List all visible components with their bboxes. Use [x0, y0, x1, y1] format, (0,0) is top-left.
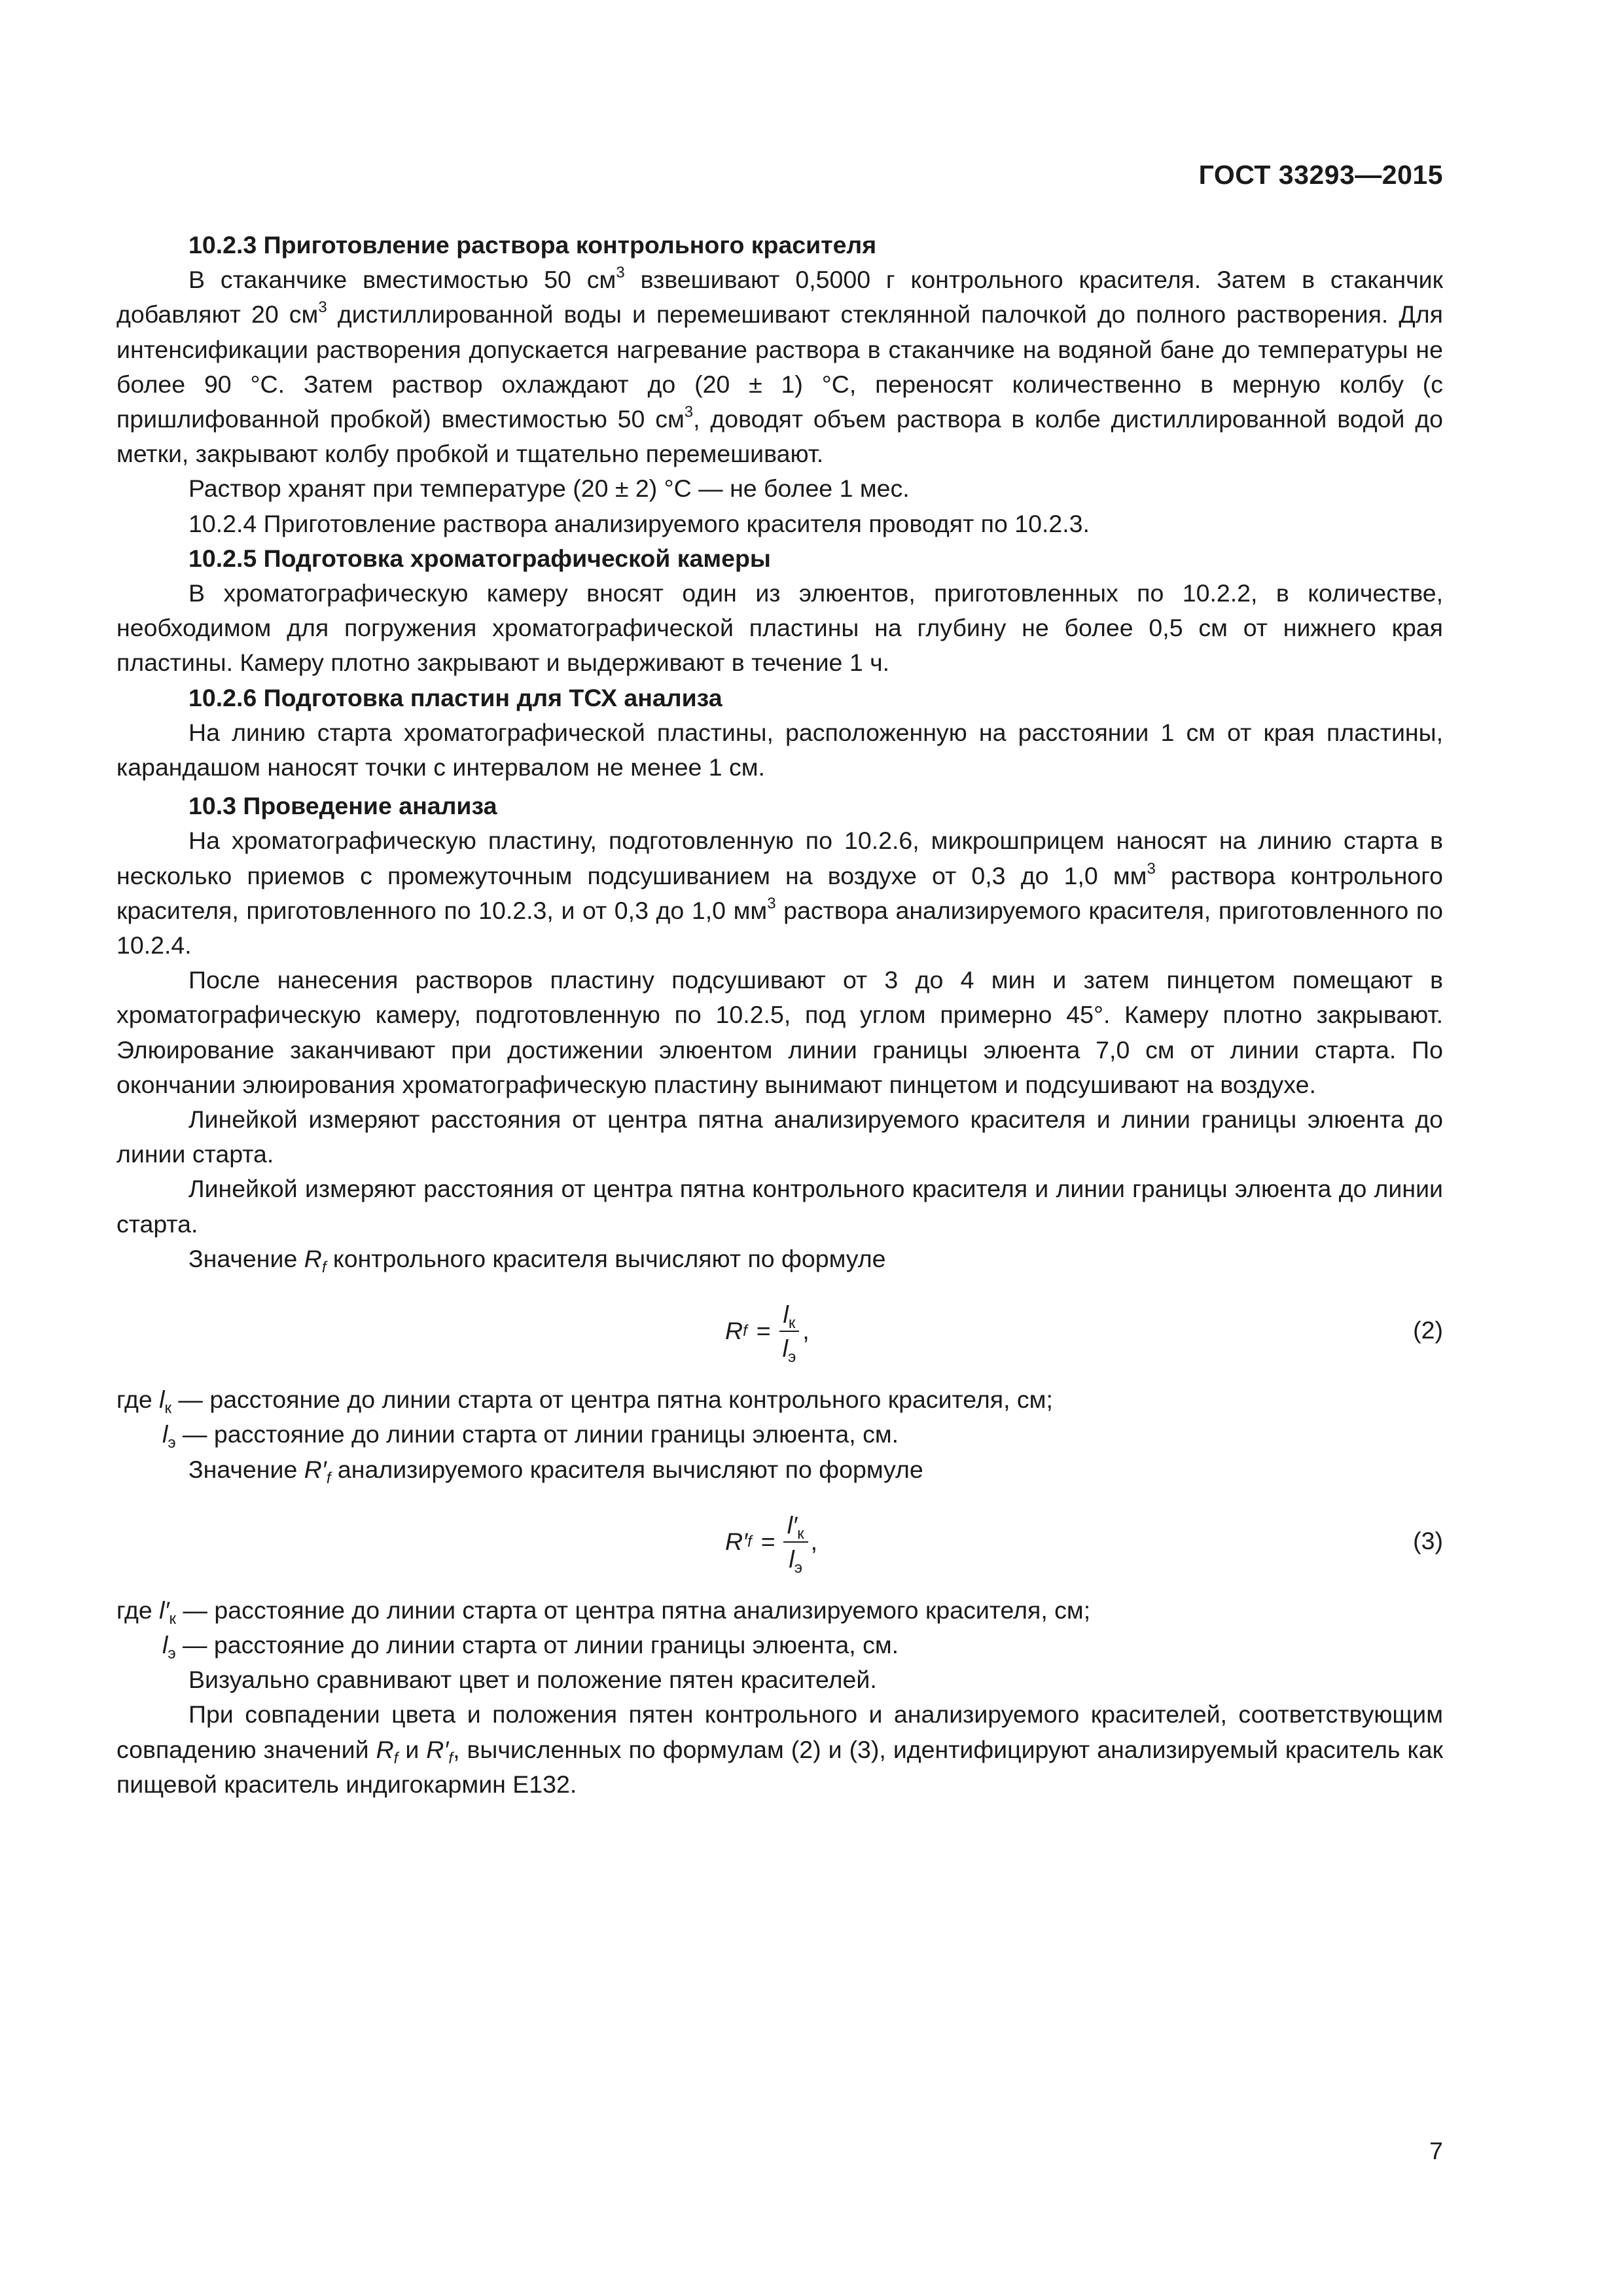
formula-3 [116, 1498, 1443, 1587]
paragraph: Значение $R'_f$ анализируемого красителя вычисляют по формуле [188, 1455, 923, 1487]
section-heading-10-3: 10.3 Проведение анализа [188, 792, 497, 820]
formula-expression: R f = $l_к$ $l_э$ , [725, 1289, 810, 1373]
formula-legend-item: где $l'_к$ — расстояние до линии старта от центра пятна анализируемого красителя, см; [116, 1596, 1091, 1628]
fraction: $l_к$ $l_э$ [779, 1298, 800, 1365]
fraction: $l'_к$ $l_э$ [783, 1509, 808, 1575]
formula-legend-item: $l_э$ — расстояние до линии старта от линии границы элюента, см. [162, 1420, 899, 1452]
section-heading-10-2-5: 10.2.5 Подготовка хроматографической камеры [188, 544, 771, 572]
paragraph-10-2-4: 10.2.4 Приготовление раствора анализируемого красителя проводят по 10.2.3. [188, 509, 1090, 537]
formula-number: (2) [1413, 1316, 1443, 1344]
paragraph: Значение $R_f$ контрольного красителя вычисляют по формуле [188, 1244, 886, 1276]
paragraph: После нанесения растворов пластину подсушивают от 3 до 4 мин и затем пинцетом помещают в хроматографическую камеру, подготовленную по 10.2.5, под углом примерно 45°. Камеру плотно закрывают. Элюирование заканчивают при достижении элюентом линии границы элюента 7,0 см от линии старта. По окончании элюирования хроматографическую пластину вынимают пинцетом и подсушивают на воздухе. [116, 966, 1443, 1098]
document-id: ГОСТ 33293—2015 [1198, 160, 1443, 190]
paragraph: Линейкой измеряют расстояния от центра пятна контрольного красителя и линии границы элюента до линии старта. [116, 1175, 1443, 1238]
paragraph: При совпадении цвета и положения пятен контрольного и анализируемого красителей, соответствующим совпадению значений $R_f$ и $R'_f$, вычисленных по формулам (2) и (3), идентифицируют анализируемый краситель как пищевой краситель индигокармин Е132. [116, 1700, 1443, 1798]
formula-legend-item: $l_э$ — расстояние до линии старта от линии границы элюента, см. [162, 1630, 899, 1662]
formula-2 [116, 1287, 1443, 1376]
section-heading-10-2-3: 10.2.3 Приготовление раствора контрольного красителя [188, 231, 877, 259]
paragraph: Визуально сравнивают цвет и положение пятен красителей. [188, 1666, 877, 1694]
paragraph: На линию старта хроматографической пластины, расположенную на расстоянии 1 см от края пластины, карандашом наносят точки с интервалом не менее 1 см. [116, 718, 1443, 781]
paragraph: Линейкой измеряют расстояния от центра пятна анализируемого красителя и линии границы элюента до линии старта. [116, 1105, 1443, 1168]
paragraph: В хроматографическую камеру вносят один из элюентов, приготовленных по 10.2.2, в количестве, необходимом для погружения хроматографической пластины на глубину не более 0,5 см от нижнего края пластины. Камеру плотно закрывают и выдерживают в течение 1 ч. [116, 579, 1443, 677]
document-body [116, 228, 1443, 1802]
formula-expression: R′ f = $l'_к$ $l_э$ , [725, 1500, 817, 1584]
formula-legend-item: где $l_к$ — расстояние до линии старта от центра пятна контрольного красителя, см; [116, 1386, 1053, 1418]
paragraph: Раствор хранят при температуре (20 ± 2) °С — не более 1 мес. [188, 475, 910, 503]
page-number: 7 [1429, 2137, 1443, 2164]
formula-number: (3) [1413, 1526, 1443, 1554]
paragraph: На хроматографическую пластину, подготовленную по 10.2.6, микрошприцем наносят на линию старта в несколько приемов с промежуточным подсушиванием на воздухе от 0,3 до 1,0 $мм^3$ раствора контрольного красителя, приготовленного по 10.2.3, и от 0,3 до 1,0 $мм^3$ раствора анализируемого красителя, приготовленного по 10.2.4. [116, 827, 1443, 960]
section-heading-10-2-6: 10.2.6 Подготовка пластин для ТСХ анализа [188, 683, 722, 711]
paragraph: В стаканчике вместимостью 50 $см^3$ взвешивают 0,5000 г контрольного красителя. Затем в стаканчик добавляют 20 $см^3$ дистиллированной воды и перемешивают стеклянной палочкой до полного растворения. Для интенсификации растворения допускается нагревание раствора в стаканчике на водяной бане до температуры не более 90 °С. Затем раствор охлаждают до (20 ± 1) °С, переносят количественно в мерную колбу (с пришлифованной пробкой) вместимостью 50 $см^3$, доводят объем раствора в колбе дистиллированной водой до метки, закрывают колбу пробкой и тщательно перемешивают. [116, 264, 1443, 468]
